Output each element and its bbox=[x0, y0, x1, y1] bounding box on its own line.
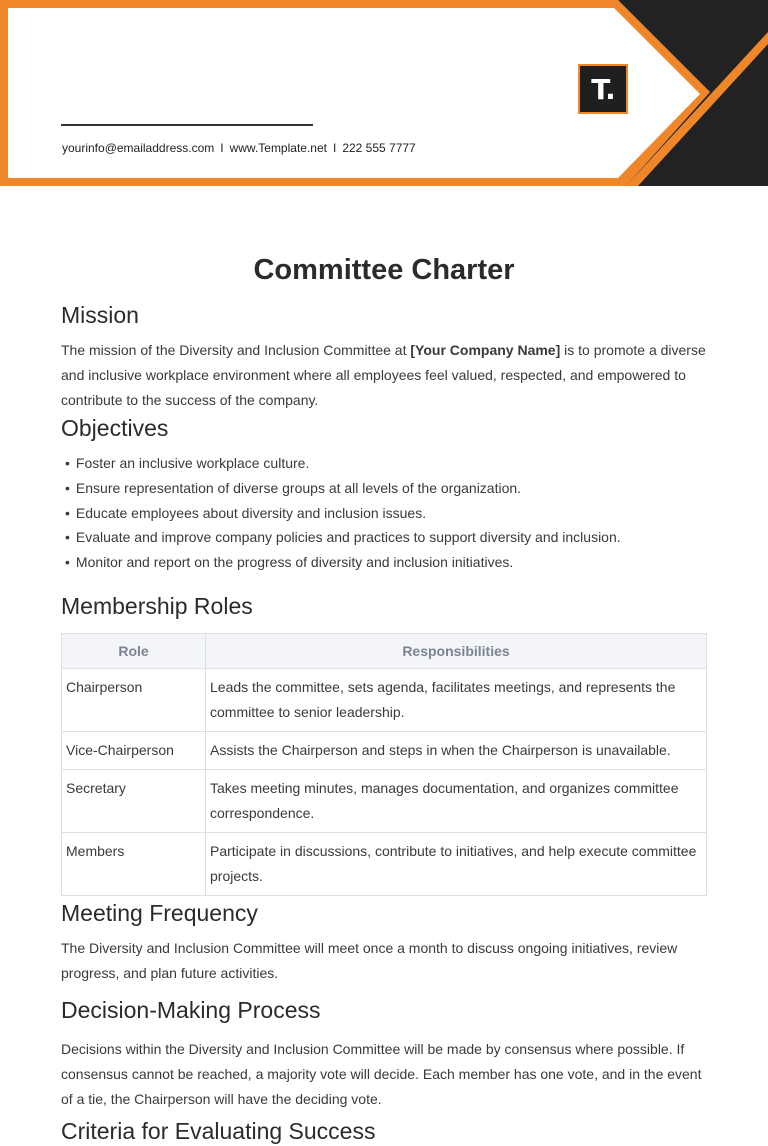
membership-table bbox=[61, 633, 707, 896]
responsibility-cell: Participate in discussions, contribute to initiatives, and help execute committee projects. bbox=[206, 832, 707, 895]
logo-letter: T. bbox=[591, 72, 615, 106]
document-body bbox=[61, 250, 707, 1146]
objective-item: • Foster an inclusive workplace culture. bbox=[61, 451, 707, 476]
role-cell: Vice-Chairperson bbox=[62, 731, 206, 769]
criteria-heading: Criteria for Evaluating Success bbox=[61, 1117, 376, 1144]
mission-text-before: The mission of the Diversity and Inclusion Committee at bbox=[61, 342, 411, 358]
table-row bbox=[62, 668, 707, 731]
objective-item: • Ensure representation of diverse groups at all levels of the organization. bbox=[61, 476, 707, 501]
header-rule bbox=[61, 124, 313, 126]
decision-making-text: Decisions within the Diversity and Inclusion Committee will be made by consensus where possible. If consensus cannot be reached, a majority vote will decide. Each member has one vote, and in the event of a tie, the Chairperson will have the deciding vote. bbox=[61, 1040, 702, 1107]
letterhead bbox=[0, 0, 768, 186]
letterhead-frame bbox=[0, 0, 768, 186]
column-header-role: Role bbox=[62, 633, 206, 668]
contact-separator: I bbox=[332, 141, 337, 155]
company-logo bbox=[578, 64, 628, 114]
contact-email[interactable]: yourinfo@emailaddress.com bbox=[62, 141, 215, 155]
table-row bbox=[62, 731, 707, 769]
contact-info bbox=[62, 141, 416, 155]
column-header-responsibilities: Responsibilities bbox=[206, 633, 707, 668]
decision-making-heading: Decision-Making Process bbox=[61, 996, 321, 1023]
document-title: Committee Charter bbox=[253, 254, 515, 286]
contact-separator: I bbox=[220, 141, 224, 155]
table-row bbox=[62, 769, 707, 832]
meeting-frequency-text: The Diversity and Inclusion Committee will meet once a month to discuss ongoing initiatives, review progress, and plan future activities. bbox=[61, 939, 678, 981]
membership-heading: Membership Roles bbox=[61, 592, 253, 619]
contact-website[interactable]: www.Template.net bbox=[229, 141, 327, 155]
mission-heading: Mission bbox=[61, 302, 139, 328]
objective-item: • Evaluate and improve company policies and practices to support diversity and inclusion. bbox=[61, 525, 707, 550]
role-cell: Secretary bbox=[62, 769, 206, 832]
role-cell: Chairperson bbox=[62, 668, 206, 731]
table-header-row bbox=[62, 633, 707, 668]
objectives-list bbox=[61, 451, 707, 575]
meeting-frequency-heading: Meeting Frequency bbox=[61, 899, 258, 926]
objectives-heading: Objectives bbox=[61, 415, 169, 441]
responsibility-cell: Takes meeting minutes, manages documentation, and organizes committee correspondence. bbox=[206, 769, 707, 832]
mission-text-after: is to promote a diverse and inclusive workplace environment where all employees feel valued, respected, and empowered to contribute to the success of the company. bbox=[61, 342, 706, 408]
responsibility-cell: Assists the Chairperson and steps in when the Chairperson is unavailable. bbox=[206, 731, 707, 769]
contact-phone: 222 555 7777 bbox=[342, 141, 416, 155]
role-cell: Members bbox=[62, 832, 206, 895]
responsibility-cell: Leads the committee, sets agenda, facilitates meetings, and represents the committee to senior leadership. bbox=[206, 668, 707, 731]
objective-item: • Monitor and report on the progress of diversity and inclusion initiatives. bbox=[61, 550, 707, 575]
mission-text bbox=[61, 338, 707, 413]
table-row bbox=[62, 832, 707, 895]
company-name-placeholder: [Your Company Name] bbox=[410, 342, 561, 358]
objective-item: • Educate employees about diversity and inclusion issues. bbox=[61, 501, 707, 526]
